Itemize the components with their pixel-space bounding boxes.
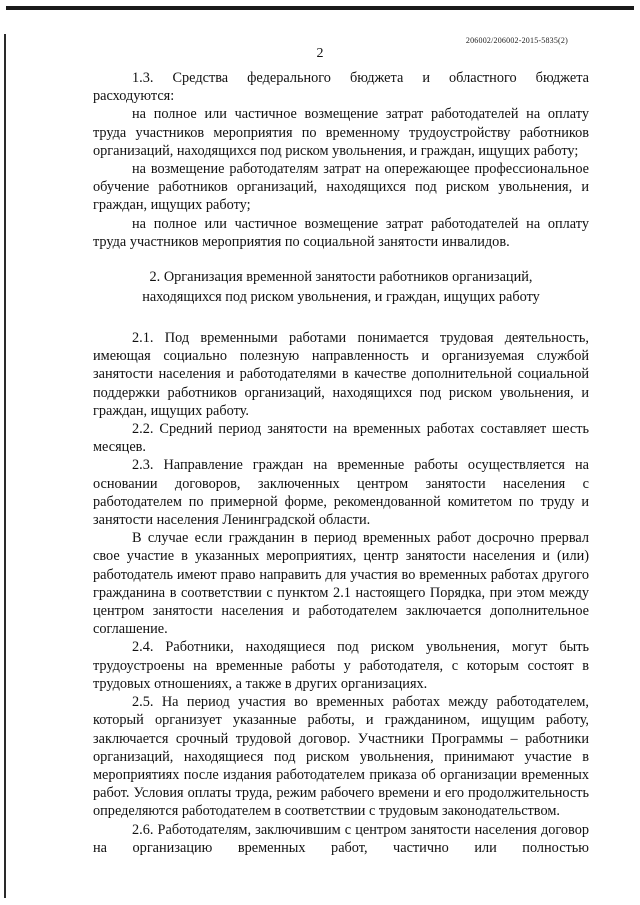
clause-2-4: 2.4. Работники, находящиеся под риском увольнения, могут быть трудоустроены на временные работы у работодателя, с которым состоят в трудовых отношениях, а также в других организациях. [93,639,589,692]
clause-2-1: 2.1. Под временными работами понимается трудовая деятельность, имеющая социально полезную направленность и организуемая службой занятости населения и работодателями в качестве дополнительной социальной поддержки работников организаций, находящихся под риском увольнения, и граждан, ищущих работу. [93,330,589,419]
document-body [93,69,593,857]
top-border-line [6,6,634,10]
page-number: 2 [316,46,324,61]
section-2-heading-line: 2. Организация временной занятости работников организаций, [149,269,533,286]
clause-1-3-intro: 1.3. Средства федерального бюджета и областного бюджета расходуются: [93,70,593,105]
clause-2-2: 2.2. Средний период занятости на временных работах составляет шесть месяцев. [93,421,589,456]
section-2-heading [93,267,589,307]
section-2-heading-line: находящихся под риском увольнения, и граждан, ищущих работу [142,289,540,306]
clause-1-3-item: на полное или частичное возмещение затрат работодателей на оплату труда участников мероприятия по социальной занятости инвалидов. [93,215,589,250]
clause-2-5: 2.5. На период участия во временных работах между работодателем, который организует указанные работы, и гражданином, ищущим работу, заключается срочный трудовой договор. Участники Программы – работники организаций, находящиеся под риском увольнения, принимают участие в мероприятиях после издания работодателем приказа об организации временных работ. Условия оплаты труда, режим рабочего времени и его продолжительность определяются работодателем в соответствии с трудовым законодательством. [93,694,589,820]
left-border-line [4,34,6,898]
document-id: 206002/206002-2015-5835(2) [465,36,568,45]
clause-2-6: 2.6. Работодателям, заключившим с центром занятости населения договор на организацию временных работ, частично или полностью [93,821,589,856]
clause-1-3-item: на полное или частичное возмещение затрат работодателей на оплату труда участников мероприятия по временному трудоустройству работников организаций, находящихся под риском увольнения, и граждан, ищущих работу; [93,106,589,159]
clause-2-3-continued: В случае если гражданин в период временных работ досрочно прервал свое участие в указанных мероприятиях, центр занятости населения и (или) работодатель имеют право направить для участия во временных работах другого гражданина в соответствии с пунктом 2.1 настоящего Порядка, при этом между центром занятости населения и работодателем заключается дополнительное соглашение. [93,530,589,638]
clause-2-3: 2.3. Направление граждан на временные работы осуществляется на основании договоров, заключенных центром занятости населения с работодателем по примерной форме, рекомендованной комитетом по труду и занятости населения Ленинградской области. [93,457,589,529]
clause-1-3-item: на возмещение работодателям затрат на опережающее профессиональное обучение работников организаций, находящихся под риском увольнения, и граждан, ищущих работу; [93,161,589,214]
